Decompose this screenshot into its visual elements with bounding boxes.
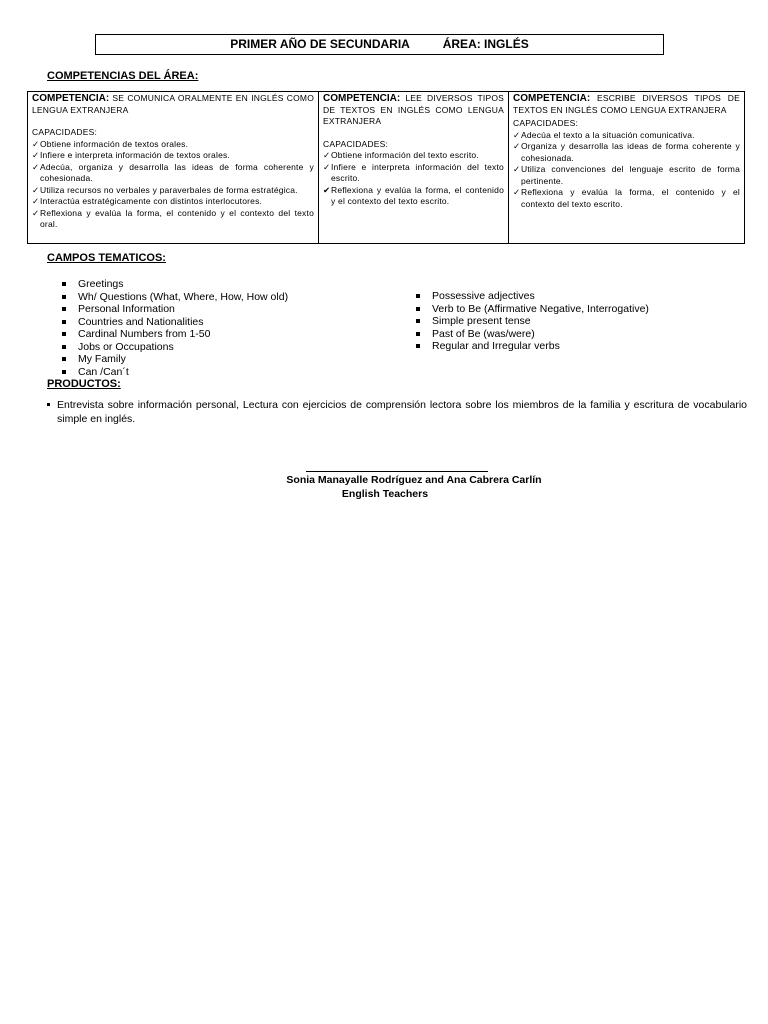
bullet-icon xyxy=(62,307,66,311)
check-icon: ✓ xyxy=(513,141,521,151)
bullet-icon xyxy=(416,319,420,323)
competencia-label: COMPETENCIA: xyxy=(32,93,110,104)
bullet-icon xyxy=(62,282,66,286)
list-item: Possessive adjectives xyxy=(414,290,649,303)
bullet-icon xyxy=(62,332,66,336)
capacidad-item: ✓ Obtiene información de textos orales. xyxy=(32,138,189,149)
capacidad-item: ✓ Adecúa el texto a la situación comunicativa. xyxy=(513,129,695,140)
check-icon: ✓ xyxy=(32,207,40,218)
bullet-icon xyxy=(47,403,50,406)
campos-heading: CAMPOS TEMATICOS: xyxy=(47,252,166,264)
bullet-icon xyxy=(62,357,66,361)
list-item: Jobs or Occupations xyxy=(60,341,288,354)
list-item: Past of Be (was/were) xyxy=(414,328,649,341)
bullet-icon xyxy=(62,320,66,324)
bullet-icon xyxy=(62,370,66,374)
list-item: Personal Information xyxy=(60,303,288,316)
check-icon: ✓ xyxy=(513,129,521,140)
signature-names: Sonia Manayalle Rodríguez and Ana Cabrera Carlín xyxy=(286,474,542,486)
check-icon: ✓ xyxy=(32,150,40,160)
list-item: Regular and Irregular verbs xyxy=(414,340,649,353)
competencia-name: ESCRIBE DIVERSOS TIPOS DE TEXTOS EN INGLÉS COMO LENGUA EXTRANJERA xyxy=(513,93,740,115)
competencia-label: COMPETENCIA: xyxy=(513,93,591,104)
list-item: Simple present tense xyxy=(414,315,649,328)
capacidades-list xyxy=(323,150,504,208)
capacidad-item: ✓ Adecúa, organiza y desarrolla las ideas de forma coherente y cohesionada. xyxy=(32,161,314,183)
list-item: Verb to Be (Affirmative Negative, Interrogative) xyxy=(414,303,649,316)
capacidad-item: ✓ Utiliza recursos no verbales y paraverbales de forma estratégica. xyxy=(32,184,298,195)
competencias-table xyxy=(27,91,745,244)
productos-text: Entrevista sobre información personal, Lectura con ejercicios de comprensión lectora sobre los miembros de la familia y escritura de vocabulario simple en inglés. xyxy=(57,399,747,425)
competencia-name: LEE DIVERSOS TIPOS DE TEXTOS EN INGLÉS COMO LENGUA EXTRANJERA xyxy=(323,93,505,126)
campos-list-right xyxy=(414,290,649,353)
capacidad-item: ✓ Reflexiona y evalúa la forma, el contenido y el contexto del texto oral. xyxy=(32,207,314,229)
capacidad-item: ✓ Obtiene información del texto escrito. xyxy=(323,150,479,160)
bullet-icon xyxy=(416,294,420,298)
list-item: My Family xyxy=(60,353,288,366)
capacidades-label: CAPACIDADES: xyxy=(513,118,579,128)
bullet-icon xyxy=(416,344,420,348)
capacidad-item: ✓ Reflexiona y evalúa la forma, el contenido y el contexto del texto escrito. xyxy=(513,187,740,209)
competencia-title xyxy=(32,93,314,116)
campos-list-left xyxy=(60,278,288,378)
capacidades-label: CAPACIDADES: xyxy=(32,127,98,137)
competencia-column-oral xyxy=(28,92,318,243)
competencia-column-escritura xyxy=(508,92,744,243)
capacidades-list xyxy=(32,139,314,231)
list-item: Can /Can´t xyxy=(60,366,288,379)
bullet-icon xyxy=(62,295,66,299)
competencia-column-lectura xyxy=(318,92,508,243)
check-icon: ✓ xyxy=(32,138,40,149)
capacidad-item: ✓ Interactúa estratégicamente con distintos interlocutores. xyxy=(32,196,263,206)
competencia-title xyxy=(323,93,504,128)
check-icon: ✓ xyxy=(513,164,521,174)
competencia-title xyxy=(513,93,740,116)
capacidad-item: ✓ Infiere e interpreta información del texto escrito. xyxy=(323,161,504,183)
competencias-heading: COMPETENCIAS DEL ÁREA: xyxy=(47,70,199,82)
productos-heading: PRODUCTOS: xyxy=(47,378,121,390)
capacidades-label: CAPACIDADES: xyxy=(323,138,389,149)
capacidad-item: ✓ Infiere e interpreta información de textos orales. xyxy=(32,150,231,160)
list-item: Cardinal Numbers from 1-50 xyxy=(60,328,288,341)
check-icon: ✔ xyxy=(323,184,331,195)
productos-list xyxy=(47,398,747,426)
competencia-label: COMPETENCIA: xyxy=(323,93,401,104)
page-title: PRIMER AÑO DE SECUNDARIA ÁREA: INGLÉS xyxy=(95,34,664,55)
list-item: Wh/ Questions (What, Where, How, How old) xyxy=(60,291,288,304)
bullet-icon xyxy=(416,307,420,311)
capacidad-item: ✓ Organiza y desarrolla las ideas de forma coherente y cohesionada. xyxy=(513,141,740,163)
signature-role: English Teachers xyxy=(341,488,429,500)
capacidades-list xyxy=(513,130,740,211)
check-icon: ✓ xyxy=(323,150,331,160)
check-icon: ✓ xyxy=(32,196,40,206)
check-icon: ✓ xyxy=(32,161,40,172)
bullet-icon xyxy=(62,345,66,349)
check-icon: ✓ xyxy=(32,184,40,195)
list-item: Greetings xyxy=(60,278,288,291)
check-icon: ✓ xyxy=(513,187,521,197)
capacidad-item: ✓ Utiliza convenciones del lenguaje escrito de forma pertinente. xyxy=(513,164,740,186)
competencia-name: SE COMUNICA ORALMENTE EN INGLÉS COMO LENGUA EXTRANJERA xyxy=(32,93,314,115)
signature-line xyxy=(306,471,488,472)
capacidad-item: ✔ Reflexiona y evalúa la forma, el contenido y el contexto del texto escrito. xyxy=(323,184,504,206)
check-icon: ✓ xyxy=(323,161,331,172)
bullet-icon xyxy=(416,332,420,336)
list-item: Countries and Nationalities xyxy=(60,316,288,329)
